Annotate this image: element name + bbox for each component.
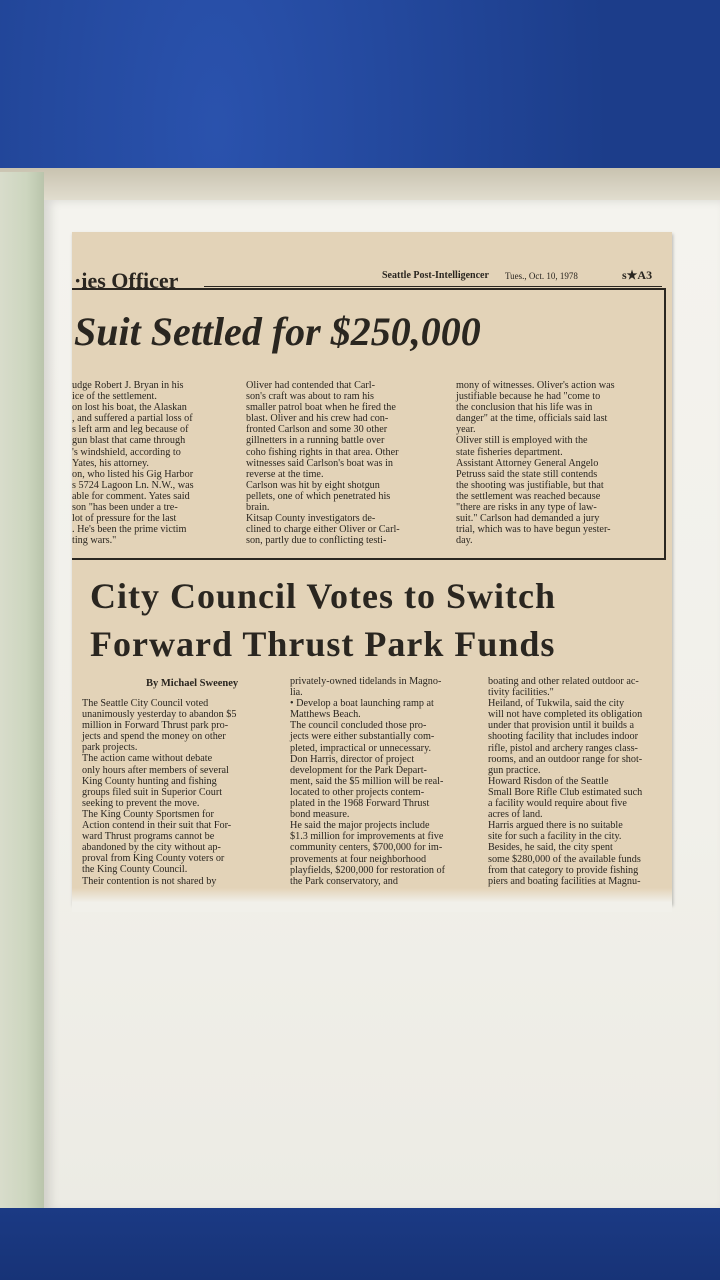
text-line: provements at four neighborhood [290, 853, 427, 865]
text-line: site for such a facility in the city. [488, 831, 622, 843]
text-line: shooting facility that includes indoor [488, 731, 638, 743]
text-line: bond measure. [290, 809, 350, 821]
text-line: seeking to prevent the move. [82, 797, 200, 809]
text-line: Besides, he said, the city spent [488, 842, 613, 854]
text-line: park projects. [82, 742, 138, 754]
story2-column-2 [290, 676, 478, 887]
text-line: acres of land. [488, 809, 543, 821]
text-line: son, partly due to conflicting testi- [246, 535, 387, 547]
text-line: on, who listed his Gig Harbor [72, 468, 194, 480]
text-line: proval from King County voters or [82, 853, 225, 865]
text-line: Oliver had contended that Carl- [246, 380, 375, 391]
text-line: gun practice. [488, 764, 541, 776]
text-line: unanimously yesterday to abandon $5 [82, 709, 237, 721]
text-line: Carlson was hit by eight shotgun [246, 479, 380, 491]
story2-headline-line2: Forward Thrust Park Funds [90, 624, 556, 664]
text-line: from that category to provide fishing [488, 864, 639, 876]
text-line: $1.3 million for improvements at five [290, 831, 444, 843]
text-line: Harris argued there is no suitable [488, 820, 623, 832]
text-line: jects were either substantially com- [290, 731, 435, 743]
text-line: reverse at the time. [246, 468, 324, 480]
text-line: Yates, his attorney. [72, 457, 149, 469]
text-line: community centers, $700,000 for im- [290, 842, 443, 854]
text-line: gun blast that came through [72, 435, 186, 447]
text-line: The Seattle City Council voted [82, 698, 209, 709]
story2-column-3 [488, 676, 672, 887]
story2-headline [90, 572, 556, 668]
text-line: piers and boating facilities at Magnu- [488, 875, 641, 887]
text-line: abandoned by the city without ap- [82, 842, 221, 854]
text-line: Howard Risdon of the Seattle [488, 775, 609, 787]
story2-byline: By Michael Sweeney [146, 678, 239, 689]
publication-date: Tues., Oct. 10, 1978 [502, 271, 581, 281]
text-line: fronted Carlson and some 30 other [246, 424, 388, 436]
text-line: Petruss said the state still contends [456, 468, 598, 480]
story2-headline-line1: City Council Votes to Switch [90, 576, 557, 616]
text-line: smaller patrol boat when he fired the [246, 402, 396, 414]
text-line: Heiland, of Tukwila, said the city [488, 698, 625, 710]
story1-column-3 [456, 380, 636, 546]
text-line: playfields, $200,000 for restoration of [290, 864, 446, 876]
text-line: suit." Carlson had demanded a jury [456, 513, 600, 525]
text-line: The action came without debate [82, 753, 213, 765]
bottom-cloth [0, 1208, 720, 1280]
text-line: pellets, one of which penetrated his [246, 490, 391, 502]
text-line: the Park conservatory, and [290, 875, 398, 887]
text-line: s 5724 Lagoon Ln. N.W., was [72, 479, 194, 491]
text-line: located to other projects contem- [290, 786, 425, 798]
text-line: year. [456, 424, 476, 436]
text-line: • Develop a boat launching ramp at [290, 698, 434, 710]
story1-column-1 [72, 380, 214, 546]
text-line: rooms, and an outdoor range for shot- [488, 753, 643, 765]
text-line: the King County Council. [82, 864, 188, 876]
text-line: justifiable because he had "come to [456, 391, 601, 403]
text-line: ting wars." [72, 535, 117, 547]
text-line: ward Thrust programs cannot be [82, 831, 215, 843]
text-line: jects and spend the money on other [82, 731, 226, 743]
text-line: the conclusion that his life was in [456, 402, 593, 414]
story1-column-2 [246, 380, 424, 546]
text-line: The council concluded those pro- [290, 720, 427, 732]
text-line: son's craft was about to ram his [246, 391, 375, 403]
clipping-torn-edge [72, 888, 672, 912]
text-line: ment, said the $5 million will be real- [290, 775, 444, 787]
text-line: brain. [246, 502, 270, 514]
newspaper-name: Seattle Post-Intelligencer [378, 270, 493, 281]
text-line: King County hunting and fishing [82, 775, 217, 787]
text-line: Assistant Attorney General Angelo [456, 457, 599, 469]
text-line: a facility would require about five [488, 798, 627, 810]
text-line: Matthews Beach. [290, 709, 361, 721]
text-line: Small Bore Rifle Club estimated such [488, 786, 643, 798]
text-line: privately-owned tidelands in Magno- [290, 676, 442, 687]
text-line: udge Robert J. Bryan in his [72, 380, 184, 391]
text-line: "there are risks in any type of law- [456, 502, 597, 514]
story1-headline: Suit Settled for $250,000 [74, 309, 481, 354]
text-line: 's windshield, according to [72, 446, 181, 458]
text-line: blast. Oliver and his crew had con- [246, 413, 389, 425]
text-line: will not have completed its obligation [488, 709, 643, 721]
text-line: state fisheries department. [456, 446, 563, 458]
text-line: rifle, pistol and archery ranges class- [488, 742, 638, 754]
text-line: only hours after members of several [82, 764, 229, 776]
header-rule [204, 286, 662, 287]
text-line: tivity facilities." [488, 687, 554, 699]
text-line: gillnetters in a running battle over [246, 435, 385, 447]
text-line: on lost his boat, the Alaskan [72, 402, 187, 414]
text-line: boating and other related outdoor ac- [488, 676, 639, 687]
text-line: million in Forward Thrust park pro- [82, 720, 229, 732]
story2-column-1 [82, 698, 278, 887]
text-line: He said the major projects include [290, 820, 430, 832]
text-line: trial, which was to have begun yester- [456, 524, 611, 536]
text-line: clined to charge either Oliver or Carl- [246, 524, 400, 536]
text-line: coho fishing rights in that area. Other [246, 446, 399, 458]
text-line: witnesses said Carlson's boat was in [246, 457, 393, 469]
text-line: the settlement was reached because [456, 490, 601, 502]
text-line: mony of witnesses. Oliver's action was [456, 380, 615, 391]
text-line: the shooting was justifiable, but that [456, 479, 604, 491]
text-line: Their contention is not shared by [82, 875, 217, 887]
text-line: plated in the 1968 Forward Thrust [290, 798, 430, 810]
text-line: danger" at the time, officials said last [456, 413, 608, 425]
kicker-headline: ·ies Officer [74, 268, 179, 293]
text-line: day. [456, 535, 473, 547]
text-line: , and suffered a partial loss of [72, 413, 193, 425]
text-line: Kitsap County investigators de- [246, 513, 376, 525]
text-line: lia. [290, 687, 303, 699]
text-line: Action contend in their suit that For- [82, 820, 232, 832]
text-line: pleted, impractical or unnecessary. [290, 742, 432, 754]
text-line: Don Harris, director of project [290, 753, 415, 765]
text-line: groups filed suit in Superior Court [82, 786, 223, 798]
text-line: . He's been the prime victim [72, 524, 187, 536]
text-line: some $280,000 of the available funds [488, 853, 641, 865]
book-spine [0, 172, 44, 1212]
text-line: ice of the settlement. [72, 391, 157, 403]
newspaper-clipping [72, 232, 672, 904]
text-line: son "has been under a tre- [72, 502, 178, 514]
text-line: s left arm and leg because of [72, 424, 189, 436]
text-line: development for the Park Depart- [290, 764, 427, 776]
text-line: able for comment. Yates said [72, 490, 190, 502]
text-line: The King County Sportsmen for [82, 808, 214, 820]
text-line: Oliver still is employed with the [456, 435, 588, 447]
page-number: s★A3 [618, 268, 656, 283]
text-line: under that provision until it builds a [488, 720, 635, 732]
text-line: lot of pressure for the last [72, 513, 177, 525]
